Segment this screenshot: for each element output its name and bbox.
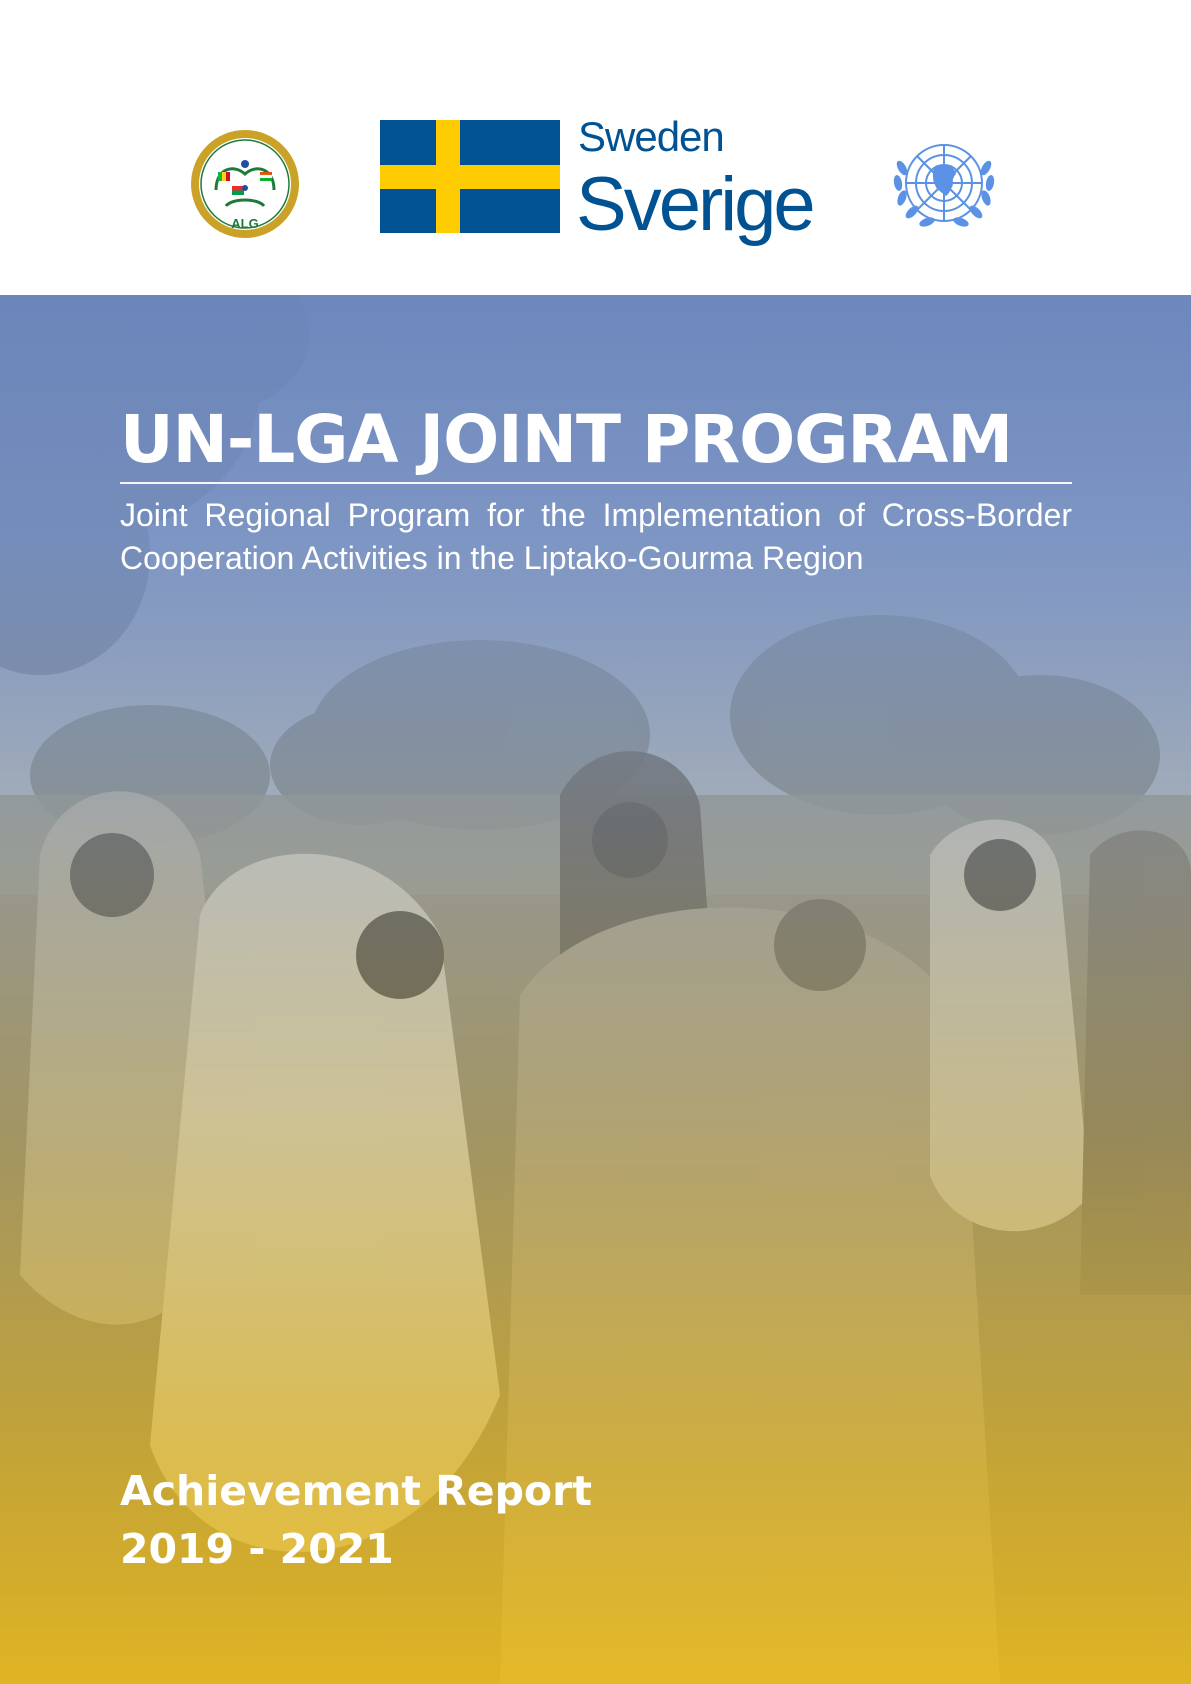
logo-header: [0, 0, 1191, 295]
page-subtitle: Joint Regional Program for the Implementation of Cross-Border Cooperation Activities in the Liptako-Gourma Region: [120, 497, 1072, 576]
title-divider: [120, 482, 1072, 484]
alg-seal-logo: [186, 128, 304, 240]
sweden-flag-logo: [380, 120, 560, 233]
alg-seal-letters: ALG: [231, 216, 259, 231]
sverige-wordmark: Sverige: [576, 162, 813, 247]
report-years: 2019 - 2021: [120, 1525, 394, 1573]
report-label: Achievement Report: [120, 1467, 592, 1515]
sweden-wordmark: Sweden: [578, 113, 724, 160]
page-title: UN-LGA JOINT PROGRAM: [120, 401, 1013, 478]
un-emblem-logo: [880, 128, 1008, 238]
